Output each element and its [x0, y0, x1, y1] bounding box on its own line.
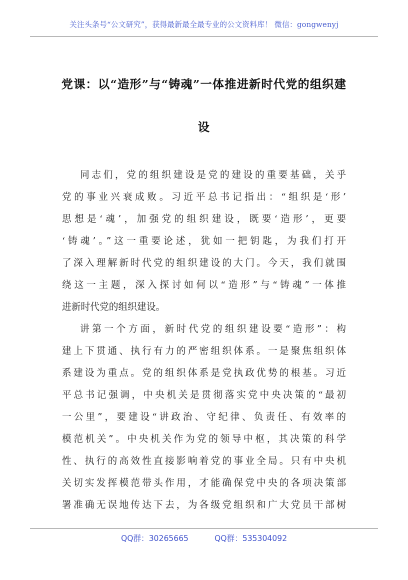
body-line: 建上下贯通、执行有力的严密组织体系。一是聚焦组织体: [62, 346, 346, 357]
footer-qq-group-1: QQ群：30265665: [120, 534, 189, 543]
body-line: 平总书记强调，中央机关是贯彻落实党中央决策的“最初: [62, 390, 346, 401]
body-line: 署准确无误地传达下去，为各级党组织和广大党员干部树: [62, 500, 346, 511]
body-line: 绕这一主题，深入探讨如何以“造形”与“铸魂”一体推: [62, 280, 346, 291]
body-line: 性、执行的高效性直接影响着党的事业全局。只有中央机: [62, 456, 346, 467]
footer-divider: [30, 528, 378, 529]
header-banner: 关注头条号“公文研究”，获得最新最全最专业的公文资料库！ 微信：gongwenyj: [69, 20, 339, 29]
body-line: 了深入理解新时代党的组织建设的大门。今天，我们就围: [62, 258, 346, 269]
footer-qq-group-2: QQ群：535304092: [214, 534, 288, 543]
body-line: 进新时代党的组织建设。: [62, 302, 166, 313]
body-line: 系建设为重点。党的组织体系是党执政优势的根基。习近: [62, 368, 346, 379]
body-line: 一公里”，要建设“讲政治、守纪律、负责任、有效率的: [62, 412, 346, 423]
document-body: [62, 165, 346, 517]
document-title-line-1: 党课：以“造形”与“铸魂”一体推进新时代党的组织建: [61, 77, 347, 91]
body-line: 党的事业兴衰成败。习近平总书记指出：“组织是‘形’: [62, 192, 346, 203]
header-divider: [30, 36, 378, 37]
footer: [0, 533, 408, 544]
body-line: ‘铸魂’。”这一重要论述，犹如一把钥匙，为我们打开: [62, 236, 346, 247]
body-line: 讲第一个方面，新时代党的组织建设要“造形”：构: [80, 324, 346, 335]
body-line: 关切实发挥模范带头作用，才能确保党中央的各项决策部: [62, 478, 346, 489]
body-line: 模范机关”。中央机关作为党的领导中枢，其决策的科学: [62, 434, 346, 445]
body-line: 同志们，党的组织建设是党的建设的重要基础，关乎: [80, 170, 346, 181]
document-title-line-2: 设: [197, 120, 211, 134]
body-line: 思想是‘魂’，加强党的组织建设，既要‘造形’，更要: [62, 214, 346, 225]
